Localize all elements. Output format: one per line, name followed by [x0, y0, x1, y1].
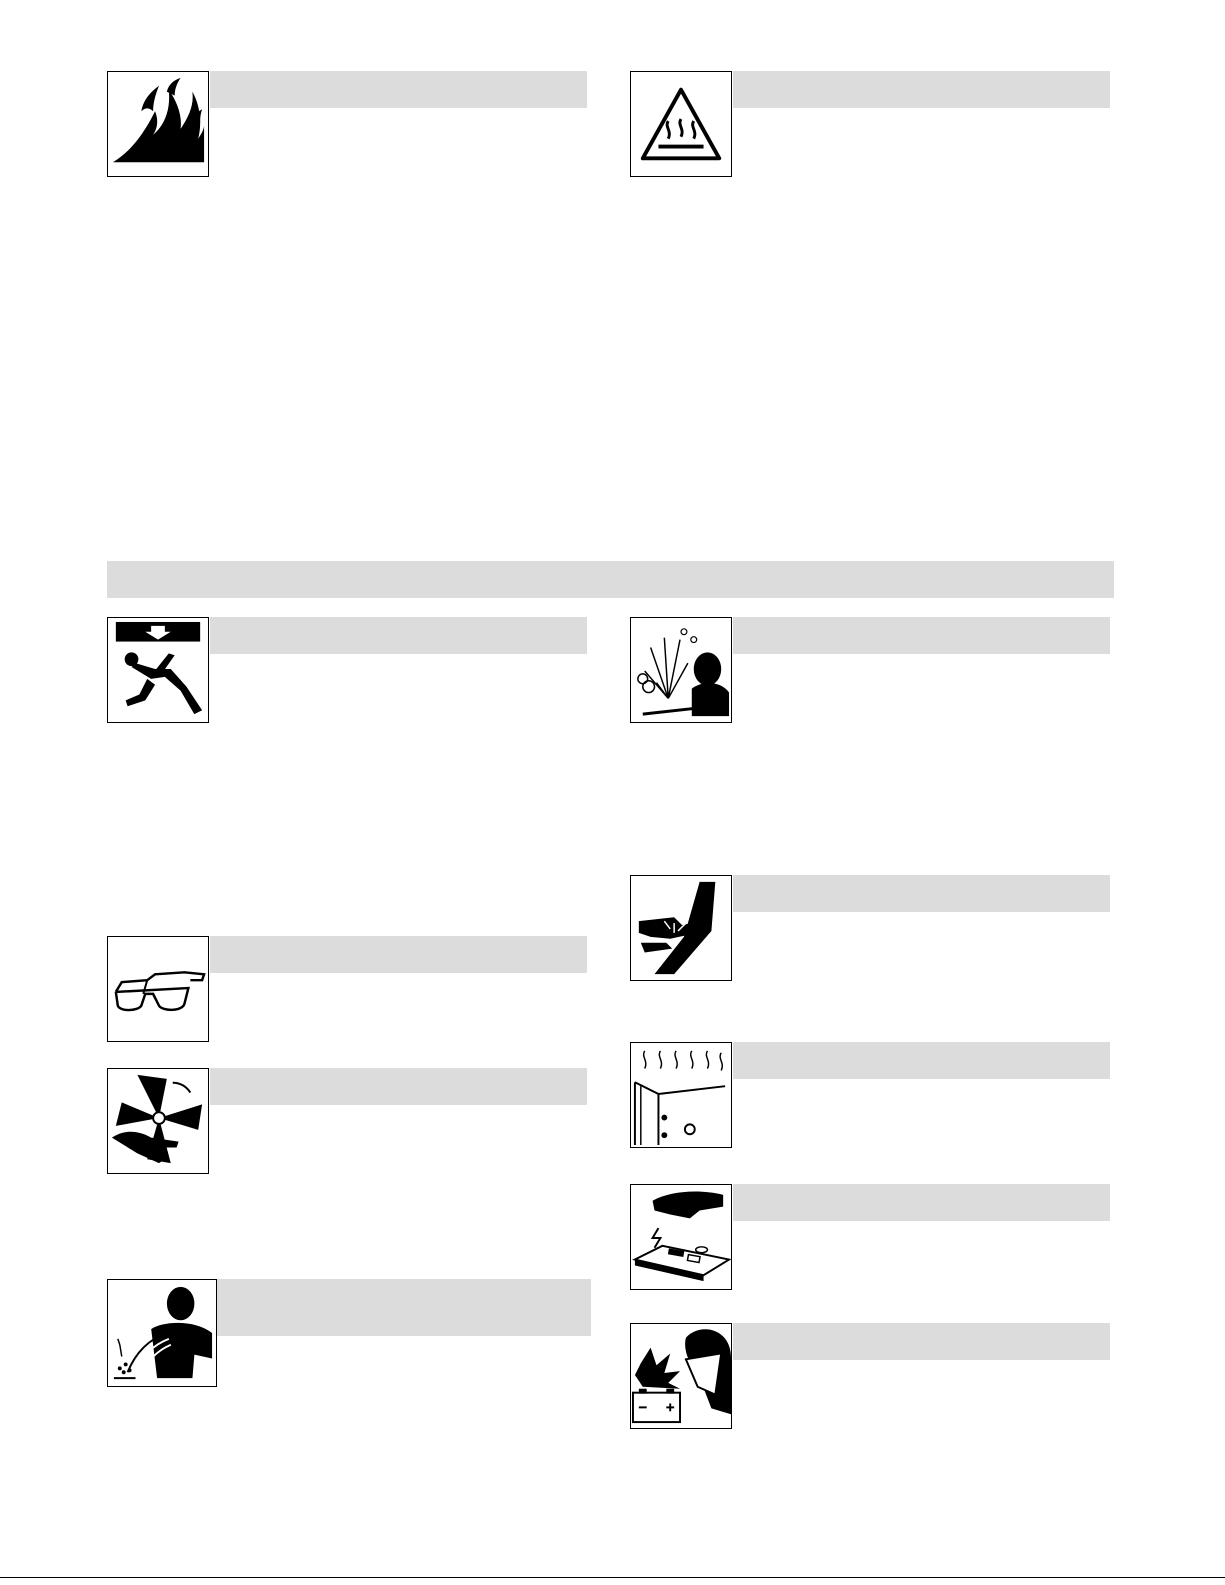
emf-hazard-title: [217, 1279, 591, 1336]
footer-rule: [0, 1577, 1225, 1578]
hot-parts-title: [733, 875, 1110, 912]
fan-hazard-title: [210, 1068, 587, 1105]
moving-fan-hand-icon: [107, 1068, 209, 1174]
flying-sparks-title: [733, 617, 1110, 654]
safety-glasses-title: [210, 936, 587, 973]
overheating-title: [733, 1042, 1110, 1079]
battery-explosion-face-shield-icon: [630, 1323, 732, 1429]
section-banner: [107, 561, 1114, 598]
static-circuit-board-icon: [630, 1184, 732, 1290]
hot-surface-warning-icon: [630, 71, 732, 177]
emf-person-icon: [107, 1279, 217, 1387]
flames-icon: [107, 71, 209, 177]
falling-equipment-title: [210, 617, 587, 654]
falling-object-icon: [107, 617, 209, 723]
safety-glasses-icon: [107, 936, 209, 1042]
hot-surface-title: [733, 71, 1110, 108]
overheating-unit-icon: [630, 1042, 732, 1148]
static-hazard-title: [733, 1184, 1110, 1221]
hot-parts-hand-icon: [630, 875, 732, 981]
battery-hazard-title: [733, 1323, 1110, 1360]
sparks-face-icon: [630, 617, 732, 723]
fire-hazard-title: [210, 71, 587, 108]
